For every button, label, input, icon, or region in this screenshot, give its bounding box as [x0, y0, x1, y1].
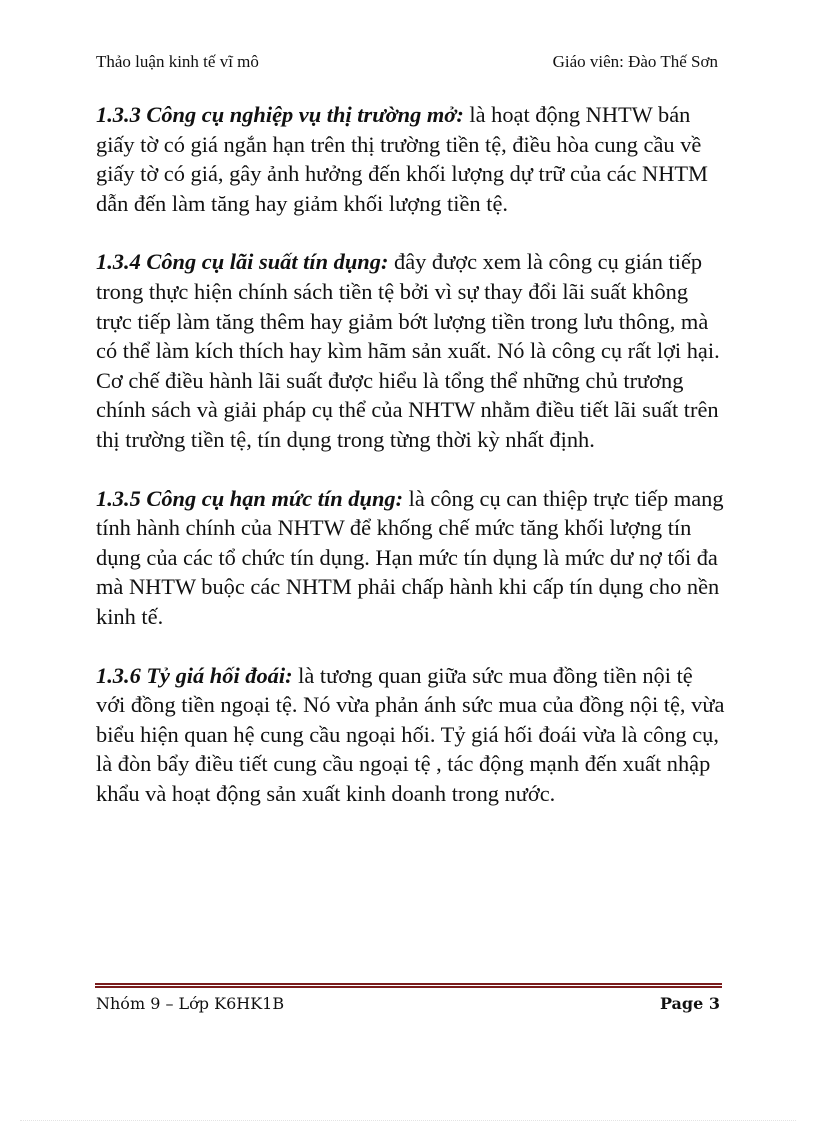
section-heading: 1.3.5 Công cụ hạn mức tín dụng: — [96, 485, 404, 511]
section-1-3-6 — [96, 661, 726, 809]
document-body — [96, 100, 726, 837]
page-number: Page 3 — [659, 994, 720, 1013]
section-heading: 1.3.3 Công cụ nghiệp vụ thị trường mở: — [96, 102, 464, 127]
header-course-title: Thảo luận kinh tế vĩ mô — [96, 52, 259, 71]
footer-rule — [95, 983, 722, 988]
section-heading: 1.3.6 Tỷ giá hối đoái: — [96, 662, 293, 688]
footer-group: Nhóm 9 – Lớp K6HK1B — [96, 994, 285, 1013]
section-text: là hoạt động NHTW bán giấy tờ có giá ngắn hạn trên thị trường tiền tệ, điều hòa cung cầu về giấy tờ có giá, gây ảnh hưởng đến khối lượng dự trữ của các NHTM dẫn đến làm tăng hay giảm khối lượng tiền tệ. — [96, 102, 708, 216]
page-header — [96, 52, 718, 76]
section-heading: 1.3.4 Công cụ lãi suất tín dụng: — [96, 249, 389, 275]
section-text: đây được xem là công cụ gián tiếp trong thực hiện chính sách tiền tệ bởi vì sự thay đổi lãi suất không trực tiếp làm tăng thêm hay giảm bớt lượng tiền trong lưu thông, mà có thể làm kích thích hay kìm hãm sản xuất. Nó là công cụ rất lợi hại. Cơ chế điều hành lãi suất được hiểu là tổng thể những chủ trương chính sách và giải pháp cụ thể của NHTW nhằm điều tiết lãi suất trên thị trường tiền tệ, tín dụng trong từng thời kỳ nhất định. — [96, 249, 720, 452]
section-1-3-3 — [96, 100, 726, 218]
page-edge-divider — [20, 1120, 796, 1121]
header-teacher: Giáo viên: Đào Thế Sơn — [552, 52, 718, 71]
section-text: là tương quan giữa sức mua đồng tiền nội tệ với đồng tiền ngoại tệ. Nó vừa phản ánh sức mua của đồng nội tệ, vừa biểu hiện quan hệ cung cầu ngoại hối. Tỷ giá hối đoái vừa là công cụ, là đòn bẩy điều tiết cung cầu ngoại tệ , tác động mạnh đến xuất nhập khẩu và hoạt động sản xuất kinh doanh trong nước. — [96, 662, 725, 806]
section-1-3-5 — [96, 484, 726, 632]
section-1-3-4 — [96, 247, 726, 454]
page-footer — [96, 994, 720, 1013]
section-text: là công cụ can thiệp trực tiếp mang tính hành chính của NHTW để khống chế mức tăng khối lượng tín dụng của các tổ chức tín dụng. Hạn mức tín dụng là mức dư nợ tối đa mà NHTW buộc các NHTM phải chấp hành khi cấp tín dụng cho nền kinh tế. — [96, 485, 724, 629]
